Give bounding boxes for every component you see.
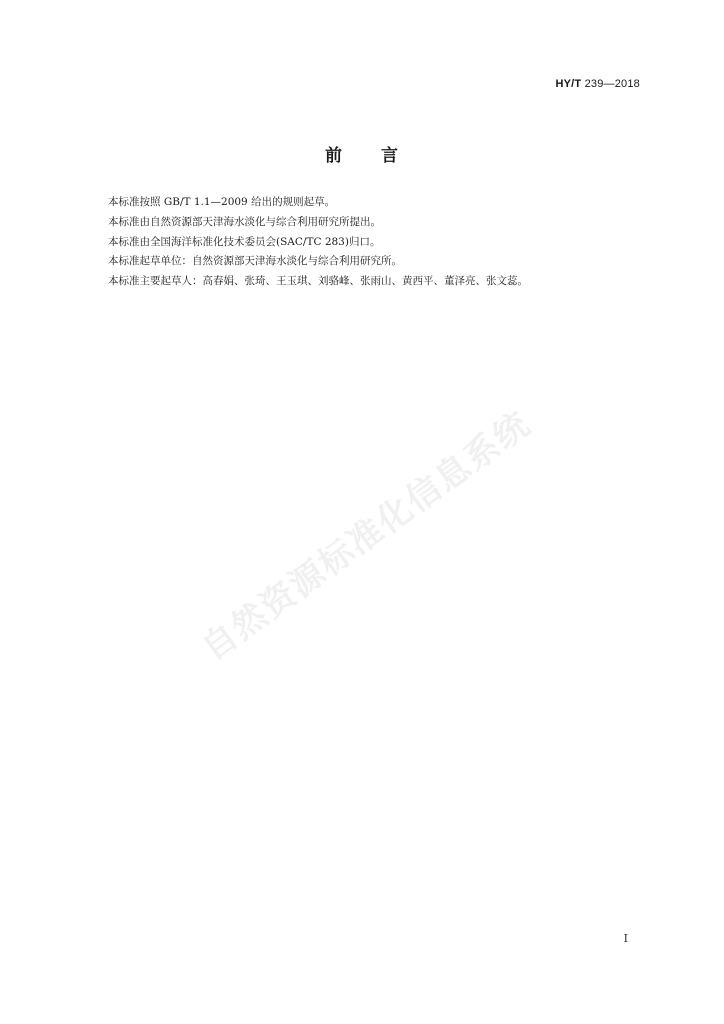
page-title: [0, 141, 724, 166]
paragraph: 本标准按照 GB/T 1.1—2009 给出的规则起草。: [108, 196, 336, 208]
foreword-body: [108, 193, 648, 292]
standard-code: [555, 78, 640, 90]
paragraph: 本标准起草单位：自然资源部天津海水淡化与综合利用研究所。: [108, 255, 402, 268]
title-char-1: 前: [325, 146, 343, 166]
standard-prefix: HY/T: [555, 78, 582, 90]
title-char-2: 言: [381, 146, 399, 166]
paragraph: 本标准主要起草人：高春娟、张琦、王玉琪、刘骆峰、张雨山、黄西平、董泽亮、张文蕊。: [108, 275, 528, 288]
standard-number: 239—2018: [584, 78, 640, 90]
page-number: I: [623, 932, 628, 945]
watermark: 自然资源标准化信息系统: [194, 403, 539, 669]
paragraph: 本标准由自然资源部天津海水淡化与综合利用研究所提出。: [108, 215, 381, 228]
paragraph: 本标准由全国海洋标准化技术委员会(SAC/TC 283)归口。: [108, 235, 381, 248]
